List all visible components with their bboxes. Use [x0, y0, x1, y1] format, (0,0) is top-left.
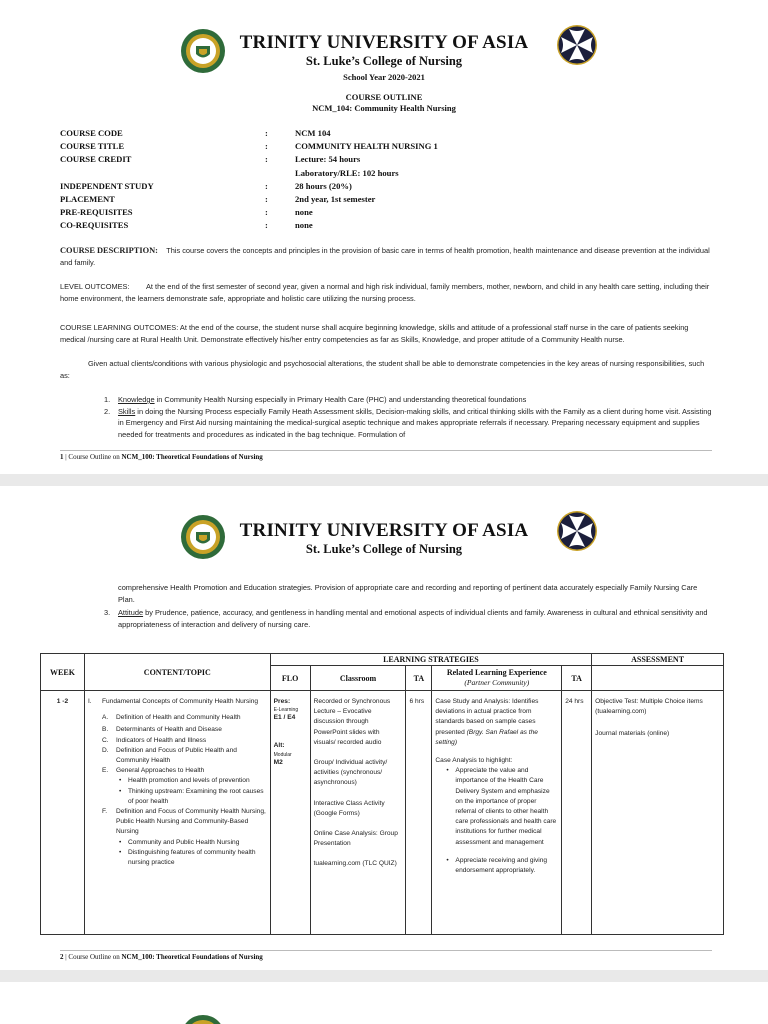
competency-list	[104, 394, 714, 440]
subtopic-item	[102, 713, 267, 723]
info-colon: :	[265, 154, 268, 165]
info-colon: :	[265, 141, 268, 152]
item-text: in Community Health Nursing especially in Primary Health Care (PHC) and understanding theoretical foundations	[154, 395, 527, 404]
info-value: 2nd year, 1st semester	[295, 194, 376, 205]
footer-divider	[60, 450, 712, 451]
header-content: CONTENT/TOPIC	[84, 654, 270, 691]
subtopic-text: Indicators of Health and Illness	[115, 736, 207, 744]
info-key: COURSE CREDIT	[60, 154, 132, 165]
list-item	[104, 406, 714, 441]
subtopic-letter: A.	[101, 714, 109, 722]
footer-divider	[60, 950, 712, 951]
bullet-list	[102, 838, 267, 869]
info-row	[60, 153, 595, 166]
school-year: School Year 2020-2021	[343, 72, 425, 82]
subtopic-text: Definition of Health and Community Health	[115, 714, 241, 722]
course-plan-table	[40, 653, 724, 935]
assessment-item: Journal materials (online)	[595, 730, 670, 738]
info-row	[60, 219, 595, 232]
footer-course: NCM_100: Theoretical Foundations of Nursing	[121, 953, 263, 961]
subtopic-letter: E.	[101, 767, 109, 775]
subtopic-text: General Approaches to Health	[115, 767, 205, 775]
info-key: COURSE TITLE	[60, 141, 125, 152]
page-header	[0, 14, 768, 74]
course-info-table	[60, 127, 595, 233]
level-outcomes	[60, 281, 712, 305]
info-colon	[265, 167, 295, 180]
info-value: none	[295, 207, 313, 218]
outline-title: COURSE OUTLINE	[345, 92, 423, 102]
classroom-item: tualearning.com (TLC QUIZ)	[313, 860, 397, 868]
topic-number: I.	[87, 698, 92, 705]
table-row	[41, 691, 724, 935]
info-row	[60, 127, 595, 140]
header-learning-strategies: LEARNING STRATEGIES	[270, 654, 592, 666]
info-colon: :	[265, 180, 268, 191]
header-ta-2: TA	[562, 666, 592, 691]
info-key: PLACEMENT	[60, 194, 115, 205]
flo-cell	[270, 691, 310, 935]
info-colon: :	[265, 207, 268, 218]
header-rle	[432, 666, 562, 691]
flo-e1: E1 / E4	[273, 714, 296, 722]
rle-highlight: Case Analysis to highlight:	[435, 757, 513, 765]
rle-subtitle: (Partner Community)	[464, 678, 530, 687]
footer-text: | Course Outline on	[63, 453, 122, 461]
competency-list-continued	[104, 582, 714, 630]
info-value: COMMUNITY HEALTH NURSING 1	[295, 141, 438, 152]
info-row	[60, 180, 595, 193]
list-item	[104, 394, 714, 406]
header-assessment-blank	[592, 666, 724, 691]
info-key: INDEPENDENT STUDY	[60, 180, 154, 191]
page-number: 2	[60, 953, 64, 961]
item-term: Skills	[118, 406, 136, 416]
bullet-item: • Appreciate receiving and giving endorsement appropriately.	[443, 856, 558, 876]
classroom-item: Interactive Class Activity (Google Forms)	[313, 799, 385, 817]
info-row	[60, 167, 595, 180]
list-item-continuation: comprehensive Health Promotion and Education strategies. Provision of appropriate care and recording and reporting of pertinent data accurately especially Family Nursing Care Plan.	[118, 583, 698, 604]
info-key: PRE-REQUISITES	[60, 207, 133, 218]
info-value: none	[295, 220, 313, 231]
flo-modular: Modular	[273, 751, 292, 758]
subtopic-text: Determinants of Health and Disease	[115, 726, 222, 734]
course-name: NCM_104: Community Health Nursing	[312, 103, 456, 113]
list-item	[104, 607, 714, 630]
item-number: 1.	[104, 395, 111, 404]
info-value: Lecture: 54 hours	[295, 154, 361, 165]
subtopic-item	[102, 766, 267, 776]
info-value: 28 hours (20%)	[295, 180, 352, 191]
item-term: Attitude	[118, 608, 144, 617]
info-key: COURSE CODE	[60, 128, 123, 138]
subtopic-item	[102, 807, 267, 838]
bullet-item: • Distinguishing features of community health nursing practice	[116, 848, 267, 868]
info-key	[60, 167, 265, 180]
competencies-intro: Given actual clients/conditions with various physiologic and psychosocial alterations, the student shall be able to demonstrate competencies in the key areas of nursing responsibilities, such as:	[60, 359, 705, 380]
clo-text: At the end of the course, the student nurse shall acquire beginning knowledge, skills and attitude of a professional staff nurse in the care of patients seeking medical /nursing care at Rural Health Unit. Demonstrate effectively his/her entry competencies as far as Skills, Knowledge, and proper attitude of a Community Health nurse.	[60, 323, 689, 344]
rle-bullets	[435, 766, 558, 876]
level-text: At the end of the first semester of second year, given a normal and high risk individual, family members, mother, newborn, and child in any health care setting, including their home environment, the learners demonstrate safe, appropriate and holistic care utilizing the nursing process.	[60, 282, 710, 303]
topic-heading	[88, 697, 267, 707]
info-colon: :	[265, 194, 268, 205]
ta-cell: 6 hrs	[406, 691, 432, 935]
college-name: St. Luke’s College of Nursing	[305, 542, 463, 556]
header-flo: FLO	[270, 666, 310, 691]
footer-course: NCM_100: Theoretical Foundations of Nursing	[121, 453, 263, 461]
subtopic-letter: D.	[101, 746, 109, 754]
rle-title: Related Learning Experience	[446, 668, 547, 677]
header-classroom: Classroom	[310, 666, 406, 691]
bullet-item: • Appreciate the value and importance of the Health Care Delivery System and emphasize on the importance of proper referral of clients to other health care professionals and health care institutions for further medical assessment and management	[443, 766, 558, 848]
item-text: in doing the Nursing Process especially Family Heath Assessment skills, Decision-making skills, and critical thinking skills with the Family as a client during home visit. Assisting in Emergency and First Aid nursing maintaining the medical-surgical aseptic technique and makes appropriate referrals if necessary. Preparing necessary equipment and supplies needed for treatments and procedures as indicated in the bag technique. Formulation of	[118, 406, 712, 439]
item-text: by Prudence, patience, accuracy, and gentleness in handling mental and emotional aspects of individual clients and family. Awareness in cultural and ethnical sensitivity and appropriateness of interaction and delivery of nursing care.	[118, 608, 708, 629]
bullet-list	[102, 776, 267, 807]
bullet-item: • Health promotion and levels of prevention	[116, 776, 267, 786]
info-row	[60, 193, 595, 206]
flo-alt: Alt:	[273, 742, 285, 750]
rle-intro-text: Case Study and Analysis: Identifies deviations in actual practice from standards based on sample cases presented	[435, 698, 539, 736]
description-label: COURSE DESCRIPTION:	[60, 246, 158, 255]
week-cell: 1 -2	[41, 691, 85, 935]
header-assessment: ASSESSMENT	[592, 654, 724, 666]
course-learning-outcomes	[60, 322, 712, 346]
bullet-item: • Community and Public Health Nursing	[116, 838, 267, 848]
item-number: 2.	[104, 406, 111, 416]
subtopic-list	[88, 713, 267, 868]
assessment-cell	[592, 691, 724, 935]
level-label: LEVEL OUTCOMES:	[60, 282, 130, 291]
subtopic-text: Definition and Focus of Public Health and Community Health	[115, 746, 237, 765]
flo-m2: M2	[273, 758, 283, 766]
classroom-item: Group/ Individual activity/ activities (synchronous/ asynchronous)	[313, 759, 388, 787]
page-footer	[60, 453, 263, 461]
info-colon: :	[265, 220, 268, 231]
description-text: This course covers the concepts and principles in the provision of basic care in terms of health promotion, health maintenance and disease prevention at the individual and family.	[60, 246, 710, 267]
university-name: TRINITY UNIVERSITY OF ASIA	[239, 32, 529, 53]
rle-intro	[435, 697, 558, 748]
assessment-item: Objective Test: Multiple Choice items (tualearning.com)	[595, 698, 703, 716]
document-page-1	[0, 0, 768, 474]
content-cell	[84, 691, 270, 935]
ta2-cell: 24 hrs	[562, 691, 592, 935]
subtopic-item	[102, 746, 267, 766]
classroom-item: Recorded or Synchronous Lecture – Evocative discussion through PowerPoint slides with visuals/ recorded audio	[313, 698, 391, 746]
course-description	[60, 245, 712, 269]
subtopic-item	[102, 736, 267, 746]
flo-elearning: E-Learning	[273, 707, 299, 714]
header-week: WEEK	[41, 654, 85, 691]
footer-text: | Course Outline on	[63, 953, 122, 961]
header-ta: TA	[406, 666, 432, 691]
document-page-3	[0, 982, 768, 1024]
item-number: 3.	[104, 608, 111, 617]
info-value: NCM 104	[295, 128, 331, 138]
flo-pres: Pres:	[273, 698, 291, 705]
subtopic-letter: B.	[101, 726, 109, 734]
classroom-item: Online Case Analysis: Group Presentation	[313, 830, 398, 848]
classroom-cell	[310, 691, 406, 935]
bullet-item: • Thinking upstream: Examining the root causes of poor health	[116, 787, 267, 807]
info-row	[60, 206, 595, 219]
rle-place: (Brgy. San Rafael as the setting)	[435, 728, 538, 746]
university-seal-icon	[180, 1014, 226, 1024]
item-term: Knowledge	[118, 395, 155, 404]
document-page-2	[0, 486, 768, 970]
info-key: CO-REQUISITES	[60, 220, 129, 231]
college-name: St. Luke’s College of Nursing	[305, 54, 463, 68]
university-name: TRINITY UNIVERSITY OF ASIA	[239, 520, 529, 541]
clo-label: COURSE LEARNING OUTCOMES:	[60, 323, 179, 332]
rle-cell	[432, 691, 562, 935]
subtopic-letter: F.	[101, 808, 108, 816]
info-row	[60, 140, 595, 153]
page-number: 1	[60, 453, 64, 461]
subtopic-text: Definition and Focus of Community Health Nursing, Public Health Nursing and Community-Based Nursing	[115, 808, 266, 836]
page-footer	[60, 953, 263, 961]
info-value: Laboratory/RLE: 102 hours	[295, 167, 399, 178]
subtopic-letter: C.	[101, 736, 109, 744]
subtopic-item	[102, 725, 267, 735]
topic-text: Fundamental Concepts of Community Health Nursing	[101, 698, 259, 705]
info-colon: :	[265, 128, 268, 138]
page-header	[0, 502, 768, 562]
